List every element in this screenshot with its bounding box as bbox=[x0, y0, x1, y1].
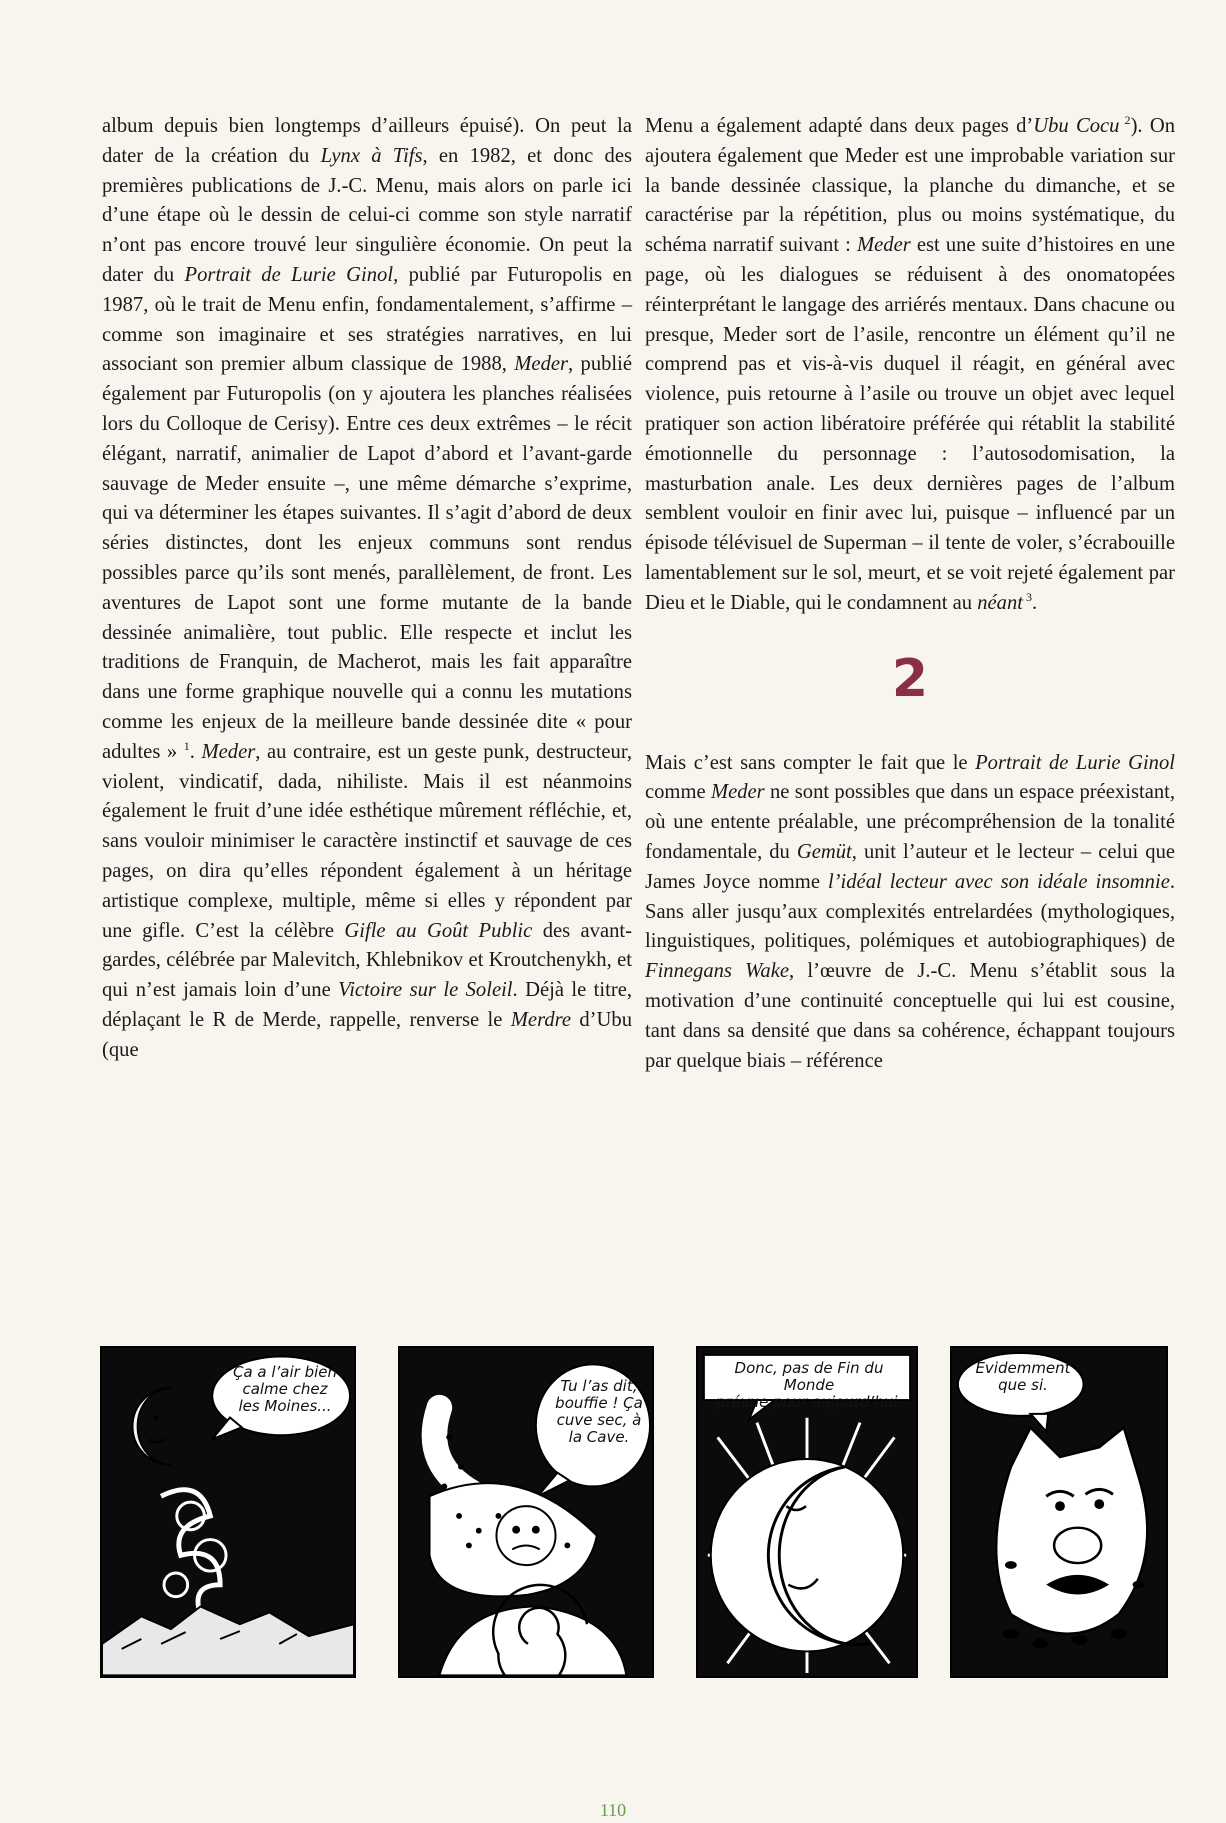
right-paragraph-2 bbox=[645, 749, 1175, 1077]
text-run: , publié par Futuropolis en 1987, où le trait de Menu enfin, fondamentalement, s’affirme – comme son imaginaire et ses stratégies narratives, en lui associant son premier album classique de 1988, bbox=[102, 263, 632, 376]
italic-title: Ubu Cocu bbox=[1033, 115, 1120, 137]
right-text-column bbox=[645, 112, 1175, 1076]
text-run: ). On ajoutera également que Meder est une improbable variation sur la bande dessinée classique, la planche du dimanche, et se caractérise par la répétition, plus ou moins systématique, du schéma narratif suivant : bbox=[645, 115, 1176, 257]
italic-title: Meder bbox=[201, 740, 256, 763]
italic-title: Finnegans Wake bbox=[645, 960, 790, 983]
comic-panel-2 bbox=[398, 1346, 654, 1678]
text-run: Menu a également adapté dans deux pages d’ bbox=[645, 115, 1034, 137]
footnote-ref: 1 bbox=[183, 738, 190, 753]
italic-title: Gifle au Goût Public bbox=[344, 919, 533, 942]
italic-quote: l’idéal lecteur avec son idéale insomnie bbox=[827, 870, 1170, 893]
text-run: album depuis bien longtemps d’ailleurs épuisé). On peut la dater de la création du bbox=[102, 115, 632, 167]
text-run: ne sont possibles que dans un espace préexistant, où une entente préalable, une précompréhension de la tonalité fondamentale, du bbox=[645, 781, 1175, 863]
footnote-ref: 2 bbox=[1119, 113, 1131, 128]
right-paragraph-1 bbox=[645, 112, 1175, 619]
text-run: est une suite d’histoires en une page, où les dialogues se réduisent à des onomatopées réinterprétant le langage des arriérés mentaux. Dans chacune ou presque, Meder sort de l’asile, rencontre un élément qu’il ne comprend pas et vis-à-vis duquel il réagit, en général avec violence, puis retourne à l’asile ou trouve un objet avec lequel pratiquer son action libératoire préférée qui rétablit la stabilité émotionnelle du personnage : l’autosodomisation, la masturbation anale. Les deux dernières pages de l’album semblent vouloir en finir avec lui, puisque – influencé par un épisode télévisuel de Superman – il tente de voler, s’écrabouille lamentablement sur le sol, meurt, et se voit rejeté également par Dieu et le Diable, qui le condamnent au bbox=[645, 234, 1175, 614]
italic-title: Victoire sur le Soleil bbox=[338, 979, 513, 1002]
italic-title: Meder bbox=[710, 781, 765, 804]
panel-4-drawing bbox=[952, 1348, 1166, 1676]
text-run: . Déjà le titre, déplaçant le R de Merde, rappelle, renverse le bbox=[102, 979, 632, 1031]
italic-word: néant bbox=[977, 591, 1024, 614]
italic-title: Merdre bbox=[510, 1008, 572, 1031]
text-run: Mais c’est sans compter le fait que le bbox=[645, 751, 976, 774]
italic-word: Gemüt bbox=[796, 840, 852, 863]
text-run: , unit l’auteur et le lecteur – celui que James Joyce nomme bbox=[645, 840, 1176, 893]
text-run: . bbox=[1032, 591, 1038, 614]
text-run: d’Ubu (que bbox=[102, 1008, 632, 1061]
left-text-column bbox=[102, 112, 632, 1066]
italic-title: Meder bbox=[514, 353, 569, 376]
italic-title: Portrait de Lurie Ginol bbox=[975, 751, 1175, 774]
speech-bubble-4: Évidemment que si. bbox=[975, 1359, 1071, 1394]
text-run: , l’œuvre de J.-C. Menu s’établit sous la motivation d’une continuité conceptuelle qui lui est cousine, tant dans sa densité que dans sa cohérence, échappant toujours par quelque biais – référence bbox=[645, 960, 1175, 1072]
italic-title: Portrait de Lurie Ginol bbox=[184, 263, 394, 286]
text-run: , en 1982, et donc des premières publications de J.-C. Menu, mais alors on parle ici d’une étape où le dessin de celui-ci comme son style narratif n’ont pas encore trouvé leur singulière économie. On peut la dater du bbox=[102, 144, 632, 286]
speech-bubble-2: Tu l’as dit, bouffie ! Ça cuve sec, à la Cave. bbox=[555, 1377, 643, 1446]
comic-panel-3 bbox=[696, 1346, 918, 1678]
left-paragraph bbox=[102, 112, 632, 1066]
speech-bubble-3: Donc, pas de Fin du Monde prévue pour aujourd’hui. bbox=[715, 1359, 903, 1411]
text-run: , au contraire, est un geste punk, destructeur, violent, vindicatif, dada, nihiliste. Mais il est néanmoins également le fruit d’une idée esthétique mûrement réfléchie, et, sans vouloir minimiser le caractère instinctif et sauvage de ces pages, on dira qu’elles répondent également à un héritage artistique complexe, multiple, même si elles y répondent par une gifle. C’est la célèbre bbox=[102, 740, 632, 942]
comic-panel-4 bbox=[950, 1346, 1168, 1678]
page-number: 110 bbox=[599, 1800, 627, 1820]
footnote-ref: 3 bbox=[1023, 589, 1033, 604]
text-run: . bbox=[189, 740, 202, 763]
section-number: 2 bbox=[891, 648, 929, 709]
text-run: , publié également par Futuropolis (on y ajoutera les planches réalisées lors du Colloque de Cerisy). Entre ces deux extrêmes – le récit élégant, narratif, animalier de Lapot d’abord et l’avant-garde sauvage de Meder ensuite –, une même démarche s’exprime, qui va déterminer les étapes suivantes. Il s’agit d’abord de deux séries distinctes, dont les enjeux communs sont rendus possibles parce qu’ils sont menés, parallèlement, de front. Les aventures de Lapot sont une forme mutante de la bande dessinée animalière, tout public. Elle respecte et inclut les traditions de Franquin, de Macherot, mais les fait apparaître dans une forme graphique nouvelle qui a connu les mutations comme les enjeux de la meilleure bande dessinée dite « pour adultes » bbox=[102, 353, 632, 763]
speech-bubble-1: Ça a l’air bien calme chez les Moines... bbox=[232, 1363, 338, 1415]
italic-title: Meder bbox=[856, 234, 911, 257]
text-run: des avant-gardes, célébrée par Malevitch, Khlebnikov et Kroutchenykh, et qui n’est jamais loin d’une bbox=[102, 919, 632, 1002]
comic-strip bbox=[100, 1346, 1168, 1678]
text-run: . Sans aller jusqu’aux complexités entrelardées (mythologiques, linguistiques, politiques, polémiques et autobiographiques) de bbox=[645, 870, 1175, 953]
text-run: comme bbox=[645, 781, 711, 804]
italic-title: Lynx à Tifs bbox=[320, 144, 423, 167]
comic-panel-1 bbox=[100, 1346, 356, 1678]
